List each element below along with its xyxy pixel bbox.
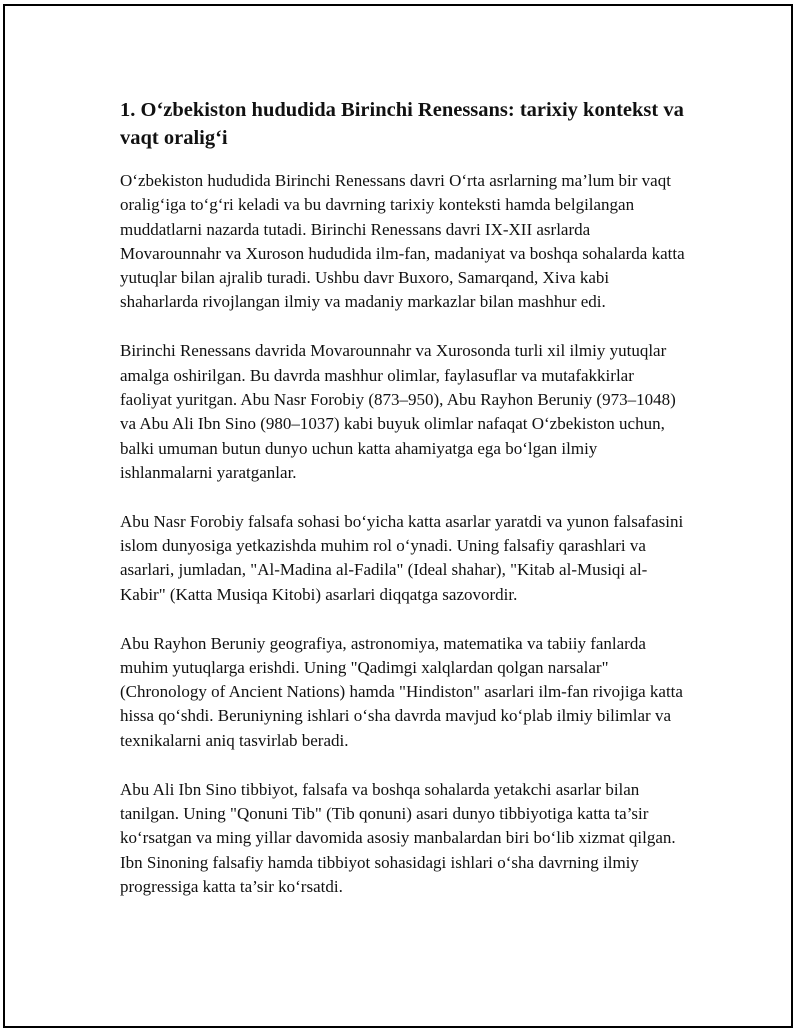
page-border [3,4,793,1028]
paragraph-beruniy: Abu Rayhon Beruniy geografiya, astronomiya, matematika va tabiiy fanlarda muhim yutuqlarga erishdi. Uning "Qadimgi xalqlardan qolgan narsalar" (Chronology of Ancient Nations) hamda "Hindiston" asarlari ilm-fan rivojiga katta hissa qo‘shdi. Beruniyning ishlari o‘sha davrda mavjud ko‘plab ilmiy bilimlar va texnikalarni aniq tasvirlab beradi. [120,633,683,750]
paragraph-ibn-sino: Abu Ali Ibn Sino tibbiyot, falsafa va boshqa sohalarda yetakchi asarlar bilan tanilgan. Uning "Qonuni Tib" (Tib qonuni) asari dunyo tibbiyotiga katta ta’sir ko‘rsatgan va ming yillar davomida asosiy manbalardan biri bo‘lib xizmat qilgan. Ibn Sinoning falsafiy hamda tibbiyot sohasidagi ishlari o‘sha davrning ilmiy progressiga katta ta’sir ko‘rsatdi. [120,779,676,896]
paragraph-scholars: Birinchi Renessans davrida Movarounnahr va Xurosonda turli xil ilmiy yutuqlar amalga oshirilgan. Bu davrda mashhur olimlar, faylasuflar va mutafakkirlar faoliyat yuritgan. Abu Nasr Forobiy (873–950), Abu Rayhon Beruniy (973–1048) va Abu Ali Ibn Sino (980–1037) kabi buyuk olimlar nafaqat O‘zbekiston uchun, balki umuman butun dunyo uchun katta ahamiyatga ega bo‘lgan ilmiy ishlanmalarni yaratganlar. [120,341,676,482]
section-heading: 1. O‘zbekiston hududida Birinchi Renessans: tarixiy kontekst va vaqt oralig‘i [120,99,684,149]
document-body [120,96,690,924]
paragraph-intro: O‘zbekiston hududida Birinchi Renessans davri O‘rta asrlarning ma’lum bir vaqt oralig‘iga to‘g‘ri keladi va bu davrning tarixiy konteksti hamda belgilangan muddatlarni nazarda tutadi. Birinchi Renessans davri IX-XII asrlarda Movarounnahr va Xuroson hududida ilm-fan, madaniyat va boshqa sohalarda katta yutuqlar bilan ajralib turadi. Ushbu davr Buxoro, Samarqand, Xiva kabi shaharlarda rivojlangan ilmiy va madaniy markazlar bilan mashhur edi. [120,171,685,312]
paragraph-forobiy: Abu Nasr Forobiy falsafa sohasi bo‘yicha katta asarlar yaratdi va yunon falsafasini islom dunyosiga yetkazishda muhim rol o‘ynadi. Uning falsafiy qarashlari va asarlari, jumladan, "Al-Madina al-Fadila" (Ideal shahar), "Kitab al-Musiqi al-Kabir" (Katta Musiqa Kitobi) asarlari diqqatga sazovordir. [120,511,684,604]
